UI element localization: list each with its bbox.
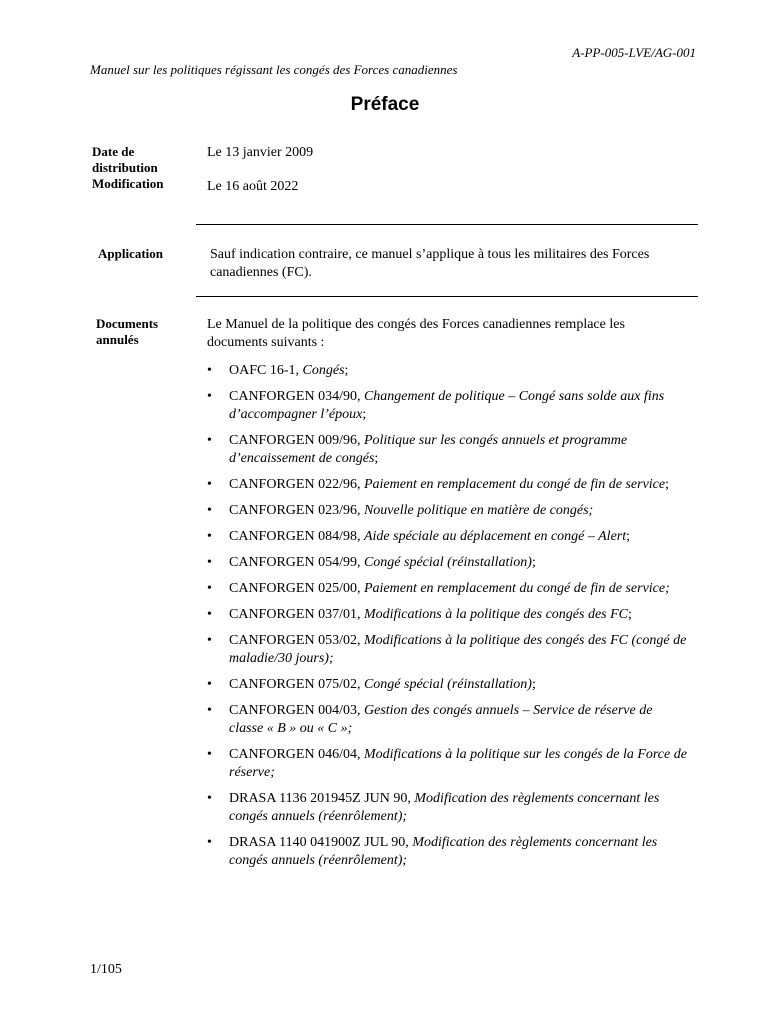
document-title: Aide spéciale au déplacement en congé – Alert [363, 529, 627, 544]
item-punctuation: ; [344, 363, 349, 378]
page-title: Préface [350, 94, 420, 115]
distribution-date-label [92, 144, 164, 192]
bullet-icon: • [207, 529, 212, 544]
bullet-icon: • [207, 389, 212, 404]
document-title: Paiement en remplacement du congé de fin de service [363, 477, 666, 492]
cancelled-documents-list [207, 362, 689, 878]
application-text-line1: Sauf indication contraire, ce manuel s’applique à tous les militaires des Forces [210, 247, 650, 262]
document-reference: OAFC 16-1, [229, 363, 303, 378]
document-title: Changement de politique – Congé sans solde aux fins d’accompagner l’époux [229, 389, 665, 422]
bullet-icon: • [207, 747, 212, 762]
bullet-icon: • [207, 363, 212, 378]
document-title: Gestion des congés annuels – Service de réserve de classe « B » ou « C »; [229, 703, 653, 736]
document-reference: CANFORGEN 046/04, [229, 747, 364, 762]
list-item [207, 606, 689, 624]
document-title: Modifications à la politique des congés des FC (congé de maladie/30 jours); [229, 633, 687, 666]
bullet-icon: • [207, 607, 212, 622]
list-item [207, 580, 689, 598]
item-punctuation: ; [628, 607, 632, 622]
bullet-icon: • [207, 633, 212, 648]
document-title: Congé spécial (réinstallation) [363, 677, 532, 692]
list-item [207, 432, 689, 468]
bullet-icon: • [207, 677, 212, 692]
bullet-icon: • [207, 703, 212, 718]
list-item [207, 746, 689, 782]
document-title: Congés [302, 363, 345, 378]
item-punctuation: ; [626, 529, 631, 544]
section-divider [196, 224, 698, 225]
bullet-icon: • [207, 477, 212, 492]
document-title: Paiement en remplacement du congé de fin de service; [363, 581, 670, 596]
application-label: Application [98, 246, 164, 261]
list-item [207, 502, 689, 520]
document-title: Congé spécial (réinstallation) [363, 555, 532, 570]
cancelled-documents-intro: Le Manuel de la politique des congés des Forces canadiennes remplace les documents suivants : [207, 317, 625, 350]
cancelled-label-line1: Documents [96, 316, 159, 331]
bullet-icon: • [207, 581, 212, 596]
application-text-line2: canadiennes (FC). [210, 265, 312, 280]
item-punctuation: ; [665, 477, 670, 492]
list-item [207, 702, 689, 738]
page-number: 1/105 [90, 962, 122, 977]
list-item [207, 554, 689, 572]
document-title: Nouvelle politique en matière de congés; [363, 503, 594, 518]
list-item [207, 632, 689, 668]
list-item [207, 528, 689, 546]
item-punctuation: ; [531, 677, 536, 692]
document-reference: CANFORGEN 023/96, [229, 503, 364, 518]
item-punctuation: ; [362, 407, 367, 422]
document-title: Politique sur les congés annuels et programme d’encaissement de congés [229, 433, 628, 466]
running-header-title: Manuel sur les politiques régissant les congés des Forces canadiennes [90, 62, 458, 77]
document-reference: CANFORGEN 075/02, [229, 677, 364, 692]
bullet-icon: • [207, 835, 212, 850]
cancelled-label-line2: annulés [96, 332, 139, 347]
document-title: Modification des règlements concernant les congés annuels (réenrôlement); [229, 791, 660, 824]
application-text [210, 246, 690, 282]
document-title: Modifications à la politique des congés des FC [363, 607, 628, 622]
section-divider [196, 296, 698, 297]
document-reference: DRASA 1136 201945Z JUN 90, [229, 791, 415, 806]
distribution-date-value: Le 13 janvier 2009 [207, 145, 314, 160]
document-reference: CANFORGEN 034/90, [229, 389, 364, 404]
list-item [207, 834, 689, 870]
document-reference: CANFORGEN 009/96, [229, 433, 364, 448]
document-reference: CANFORGEN 054/99, [229, 555, 364, 570]
bullet-icon: • [207, 433, 212, 448]
document-title: Modifications à la politique sur les congés de la Force de réserve; [229, 747, 687, 780]
list-item [207, 388, 689, 424]
modification-date-value: Le 16 août 2022 [207, 179, 299, 194]
item-punctuation: ; [374, 451, 379, 466]
distribution-label-line1: Date de [92, 144, 135, 159]
document-reference: DRASA 1140 041900Z JUL 90, [229, 835, 413, 850]
list-item [207, 676, 689, 694]
document-code: A-PP-005-LVE/AG-001 [572, 45, 696, 60]
document-reference: CANFORGEN 053/02, [229, 633, 364, 648]
cancelled-documents-label [96, 316, 158, 348]
document-title: Modification des règlements concernant les congés annuels (réenrôlement); [229, 835, 658, 868]
list-item [207, 476, 689, 494]
bullet-icon: • [207, 791, 212, 806]
document-reference: CANFORGEN 084/98, [229, 529, 364, 544]
document-reference: CANFORGEN 025/00, [229, 581, 364, 596]
modification-label: Modification [92, 176, 164, 191]
list-item [207, 362, 689, 380]
list-item [207, 790, 689, 826]
item-punctuation: ; [531, 555, 536, 570]
distribution-label-line2: distribution [92, 160, 158, 175]
document-reference: CANFORGEN 004/03, [229, 703, 364, 718]
bullet-icon: • [207, 503, 212, 518]
document-reference: CANFORGEN 037/01, [229, 607, 364, 622]
document-reference: CANFORGEN 022/96, [229, 477, 364, 492]
bullet-icon: • [207, 555, 212, 570]
